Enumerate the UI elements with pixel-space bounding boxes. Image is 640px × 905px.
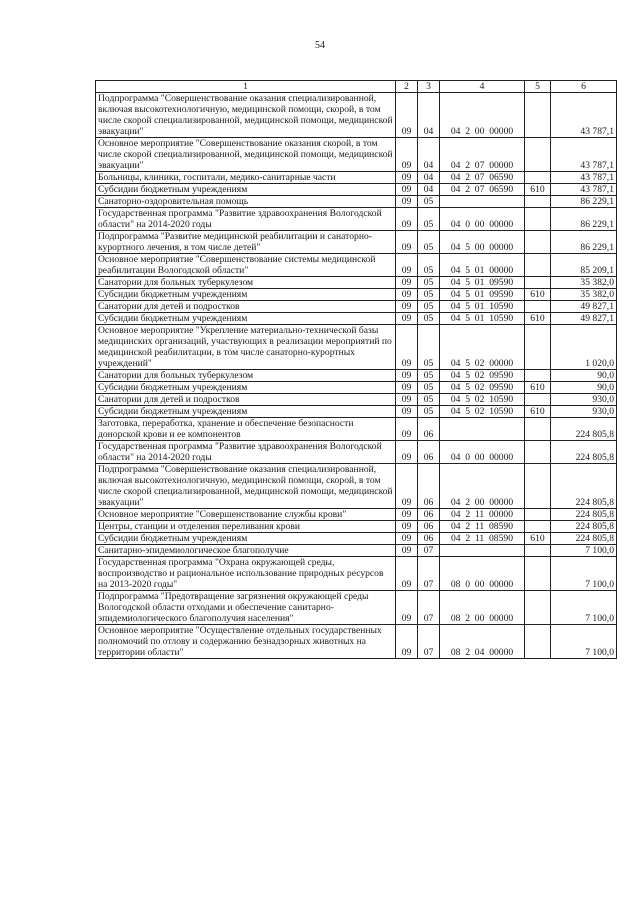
row-target-code: 08 0 00 00000 <box>440 557 525 591</box>
table-row <box>96 533 617 545</box>
col-header-subsection: 3 <box>418 81 440 93</box>
table-row <box>96 509 617 521</box>
row-amount: 224 805,8 <box>551 509 617 521</box>
row-name: Санатории для больных туберкулезом <box>96 277 396 289</box>
row-amount: 1 020,0 <box>551 325 617 370</box>
row-target-code: 04 5 02 10590 <box>440 394 525 406</box>
row-section: 09 <box>396 557 418 591</box>
row-target-code <box>440 418 525 441</box>
row-expense-type <box>525 172 551 184</box>
row-amount: 7 100,0 <box>551 625 617 659</box>
row-subsection: 05 <box>418 394 440 406</box>
row-target-code: 04 2 07 00000 <box>440 138 525 172</box>
row-name: Подпрограмма "Совершенствование оказания специализированной, включая высокотехнологичную, медицинской помощи, скорой, в том числе скорой специализированной, медицинской помощи, медицинской эвакуации" <box>96 93 396 138</box>
row-section: 09 <box>396 138 418 172</box>
row-target-code: 04 5 02 10590 <box>440 406 525 418</box>
row-section: 09 <box>396 313 418 325</box>
row-subsection: 05 <box>418 208 440 231</box>
row-expense-type <box>525 394 551 406</box>
row-expense-type <box>525 521 551 533</box>
row-target-code: 04 5 02 09590 <box>440 370 525 382</box>
row-name: Основное мероприятие "Совершенствование службы крови" <box>96 509 396 521</box>
row-expense-type <box>525 370 551 382</box>
row-section: 09 <box>396 418 418 441</box>
row-amount: 49 827,1 <box>551 301 617 313</box>
row-section: 09 <box>396 394 418 406</box>
table-row <box>96 521 617 533</box>
row-subsection: 04 <box>418 172 440 184</box>
row-target-code: 08 2 00 00000 <box>440 591 525 625</box>
row-expense-type: 610 <box>525 289 551 301</box>
row-name: Субсидии бюджетным учреждениям <box>96 382 396 394</box>
col-header-amount: 6 <box>551 81 617 93</box>
row-subsection: 05 <box>418 325 440 370</box>
row-expense-type: 610 <box>525 533 551 545</box>
table-row <box>96 382 617 394</box>
table-row <box>96 301 617 313</box>
row-name: Государственная программа "Развитие здравоохранения Вологодской области" на 2014-2020 годы <box>96 208 396 231</box>
page-number: 54 <box>315 40 325 51</box>
row-name: Заготовка, переработка, хранение и обеспечение безопасности донорской крови и ее компонентов <box>96 418 396 441</box>
row-name: Подпрограмма "Предотвращение загрязнения окружающей среды Вологодской области отходами и обеспечение санитарно-эпидемиологического благополучия населения" <box>96 591 396 625</box>
row-target-code: 04 2 11 08590 <box>440 521 525 533</box>
row-name: Субсидии бюджетным учреждениям <box>96 406 396 418</box>
row-name: Основное мероприятие "Укрепление материально-технической базы медицинских организаций, участвующих в реализации мероприятий по медицинской реабилитации, в том числе санаторно-курортных учреждений" <box>96 325 396 370</box>
row-target-code: 04 5 01 10590 <box>440 313 525 325</box>
table-row <box>96 370 617 382</box>
col-header-expense-type: 5 <box>525 81 551 93</box>
row-subsection: 07 <box>418 557 440 591</box>
row-amount: 43 787,1 <box>551 138 617 172</box>
row-target-code: 04 0 00 00000 <box>440 441 525 464</box>
row-target-code: 04 5 01 00000 <box>440 254 525 277</box>
row-section: 09 <box>396 301 418 313</box>
row-amount: 86 229,1 <box>551 208 617 231</box>
row-section: 09 <box>396 545 418 557</box>
row-name: Основное мероприятие "Совершенствование оказания скорой, в том числе скорой специализированной, медицинской помощи, медицинской эвакуации" <box>96 138 396 172</box>
row-subsection: 07 <box>418 625 440 659</box>
row-section: 09 <box>396 509 418 521</box>
row-section: 09 <box>396 208 418 231</box>
table-row <box>96 625 617 659</box>
row-target-code: 04 5 02 09590 <box>440 382 525 394</box>
row-expense-type <box>525 208 551 231</box>
row-amount: 7 100,0 <box>551 591 617 625</box>
col-header-target-code: 4 <box>440 81 525 93</box>
row-target-code: 04 2 07 06590 <box>440 172 525 184</box>
row-name: Субсидии бюджетным учреждениям <box>96 533 396 545</box>
row-subsection: 05 <box>418 313 440 325</box>
row-name: Субсидии бюджетным учреждениям <box>96 313 396 325</box>
row-target-code: 04 2 00 00000 <box>440 464 525 509</box>
row-name: Санатории для больных туберкулезом <box>96 370 396 382</box>
row-name: Подпрограмма "Совершенствование оказания специализированной, включая высокотехнологичную, медицинской помощи, скорой, в том числе скорой специализированной, медицинской помощи, медицинской эвакуации" <box>96 464 396 509</box>
row-amount: 35 382,0 <box>551 277 617 289</box>
row-target-code: 04 5 01 09590 <box>440 277 525 289</box>
row-section: 09 <box>396 325 418 370</box>
table-row <box>96 254 617 277</box>
row-section: 09 <box>396 184 418 196</box>
row-section: 09 <box>396 441 418 464</box>
row-name: Субсидии бюджетным учреждениям <box>96 289 396 301</box>
row-target-code: 04 5 00 00000 <box>440 231 525 254</box>
row-subsection: 05 <box>418 382 440 394</box>
row-amount: 7 100,0 <box>551 545 617 557</box>
table-row <box>96 557 617 591</box>
row-subsection: 06 <box>418 464 440 509</box>
row-expense-type: 610 <box>525 382 551 394</box>
table-row <box>96 93 617 138</box>
row-subsection: 07 <box>418 591 440 625</box>
row-expense-type <box>525 254 551 277</box>
row-expense-type <box>525 591 551 625</box>
row-expense-type: 610 <box>525 184 551 196</box>
row-target-code: 04 5 01 10590 <box>440 301 525 313</box>
row-amount: 224 805,8 <box>551 418 617 441</box>
row-expense-type <box>525 231 551 254</box>
table-row <box>96 231 617 254</box>
table-row <box>96 545 617 557</box>
row-target-code: 04 2 07 06590 <box>440 184 525 196</box>
budget-table <box>95 80 617 659</box>
row-name: Подпрограмма "Развитие медицинской реабилитации и санаторно-курортного лечения, в том числе детей" <box>96 231 396 254</box>
table-row <box>96 406 617 418</box>
row-name: Государственная программа "Охрана окружающей среды, воспроизводство и рациональное использование природных ресурсов на 2013-2020 годы" <box>96 557 396 591</box>
row-name: Государственная программа "Развитие здравоохранения Вологодской области" на 2014-2020 годы <box>96 441 396 464</box>
row-amount: 43 787,1 <box>551 184 617 196</box>
row-expense-type <box>525 196 551 208</box>
row-expense-type <box>525 625 551 659</box>
row-section: 09 <box>396 464 418 509</box>
row-subsection: 05 <box>418 289 440 301</box>
row-expense-type <box>525 464 551 509</box>
row-target-code: 04 5 01 09590 <box>440 289 525 301</box>
row-name: Субсидии бюджетным учреждениям <box>96 184 396 196</box>
row-section: 09 <box>396 93 418 138</box>
row-amount: 90,0 <box>551 370 617 382</box>
row-section: 09 <box>396 382 418 394</box>
row-amount: 930,0 <box>551 406 617 418</box>
row-subsection: 07 <box>418 545 440 557</box>
row-expense-type <box>525 509 551 521</box>
row-name: Основное мероприятие "Осуществление отдельных государственных полномочий по отлову и содержанию безнадзорных животных на территории области" <box>96 625 396 659</box>
row-section: 09 <box>396 625 418 659</box>
row-target-code: 08 2 04 00000 <box>440 625 525 659</box>
row-amount: 224 805,8 <box>551 521 617 533</box>
row-amount: 86 229,1 <box>551 196 617 208</box>
table-row <box>96 138 617 172</box>
table-row <box>96 208 617 231</box>
row-subsection: 06 <box>418 533 440 545</box>
row-expense-type <box>525 441 551 464</box>
row-target-code: 04 5 02 00000 <box>440 325 525 370</box>
row-name: Санитарно-эпидемиологическое благополучие <box>96 545 396 557</box>
row-expense-type <box>525 138 551 172</box>
row-section: 09 <box>396 370 418 382</box>
table-row <box>96 289 617 301</box>
row-section: 09 <box>396 277 418 289</box>
row-subsection: 05 <box>418 406 440 418</box>
row-name: Санатории для детей и подростков <box>96 394 396 406</box>
table-row <box>96 394 617 406</box>
row-section: 09 <box>396 521 418 533</box>
table-row <box>96 172 617 184</box>
row-amount: 224 805,8 <box>551 533 617 545</box>
table-row <box>96 313 617 325</box>
row-subsection: 05 <box>418 277 440 289</box>
table-row <box>96 464 617 509</box>
row-amount: 86 229,1 <box>551 231 617 254</box>
row-section: 09 <box>396 533 418 545</box>
row-expense-type <box>525 93 551 138</box>
row-amount: 224 805,8 <box>551 464 617 509</box>
row-section: 09 <box>396 231 418 254</box>
row-name: Центры, станции и отделения переливания крови <box>96 521 396 533</box>
row-target-code <box>440 196 525 208</box>
table-body <box>96 93 617 659</box>
header-row <box>96 81 617 93</box>
table-row <box>96 277 617 289</box>
row-subsection: 06 <box>418 521 440 533</box>
row-subsection: 04 <box>418 184 440 196</box>
row-expense-type <box>525 301 551 313</box>
row-subsection: 06 <box>418 441 440 464</box>
row-section: 09 <box>396 591 418 625</box>
row-amount: 35 382,0 <box>551 289 617 301</box>
row-subsection: 06 <box>418 418 440 441</box>
row-target-code: 04 2 11 08590 <box>440 533 525 545</box>
row-amount: 43 787,1 <box>551 93 617 138</box>
row-section: 09 <box>396 254 418 277</box>
row-expense-type <box>525 418 551 441</box>
row-section: 09 <box>396 196 418 208</box>
row-target-code: 04 2 00 00000 <box>440 93 525 138</box>
row-expense-type: 610 <box>525 313 551 325</box>
row-subsection: 05 <box>418 196 440 208</box>
table-row <box>96 184 617 196</box>
row-name: Санатории для детей и подростков <box>96 301 396 313</box>
row-section: 09 <box>396 289 418 301</box>
row-amount: 49 827,1 <box>551 313 617 325</box>
row-amount: 90,0 <box>551 382 617 394</box>
table-row <box>96 325 617 370</box>
row-amount: 930,0 <box>551 394 617 406</box>
row-expense-type: 610 <box>525 406 551 418</box>
col-header-name: 1 <box>96 81 396 93</box>
row-amount: 7 100,0 <box>551 557 617 591</box>
table-row <box>96 441 617 464</box>
table-row <box>96 591 617 625</box>
row-amount: 224 805,8 <box>551 441 617 464</box>
row-target-code: 04 2 11 00000 <box>440 509 525 521</box>
col-header-section: 2 <box>396 81 418 93</box>
row-subsection: 04 <box>418 138 440 172</box>
row-expense-type <box>525 277 551 289</box>
row-expense-type <box>525 325 551 370</box>
table-row <box>96 196 617 208</box>
row-name: Больницы, клиники, госпитали, медико-санитарные части <box>96 172 396 184</box>
row-section: 09 <box>396 172 418 184</box>
row-subsection: 05 <box>418 370 440 382</box>
row-amount: 43 787,1 <box>551 172 617 184</box>
row-target-code: 04 0 00 00000 <box>440 208 525 231</box>
row-subsection: 06 <box>418 509 440 521</box>
row-subsection: 04 <box>418 93 440 138</box>
table-row <box>96 418 617 441</box>
row-section: 09 <box>396 406 418 418</box>
row-subsection: 05 <box>418 254 440 277</box>
row-subsection: 05 <box>418 231 440 254</box>
row-name: Санаторно-оздоровительная помощь <box>96 196 396 208</box>
row-expense-type <box>525 545 551 557</box>
row-name: Основное мероприятие "Совершенствование системы медицинской реабилитации Вологодской области" <box>96 254 396 277</box>
row-target-code <box>440 545 525 557</box>
row-amount: 85 209,1 <box>551 254 617 277</box>
row-subsection: 05 <box>418 301 440 313</box>
row-expense-type <box>525 557 551 591</box>
